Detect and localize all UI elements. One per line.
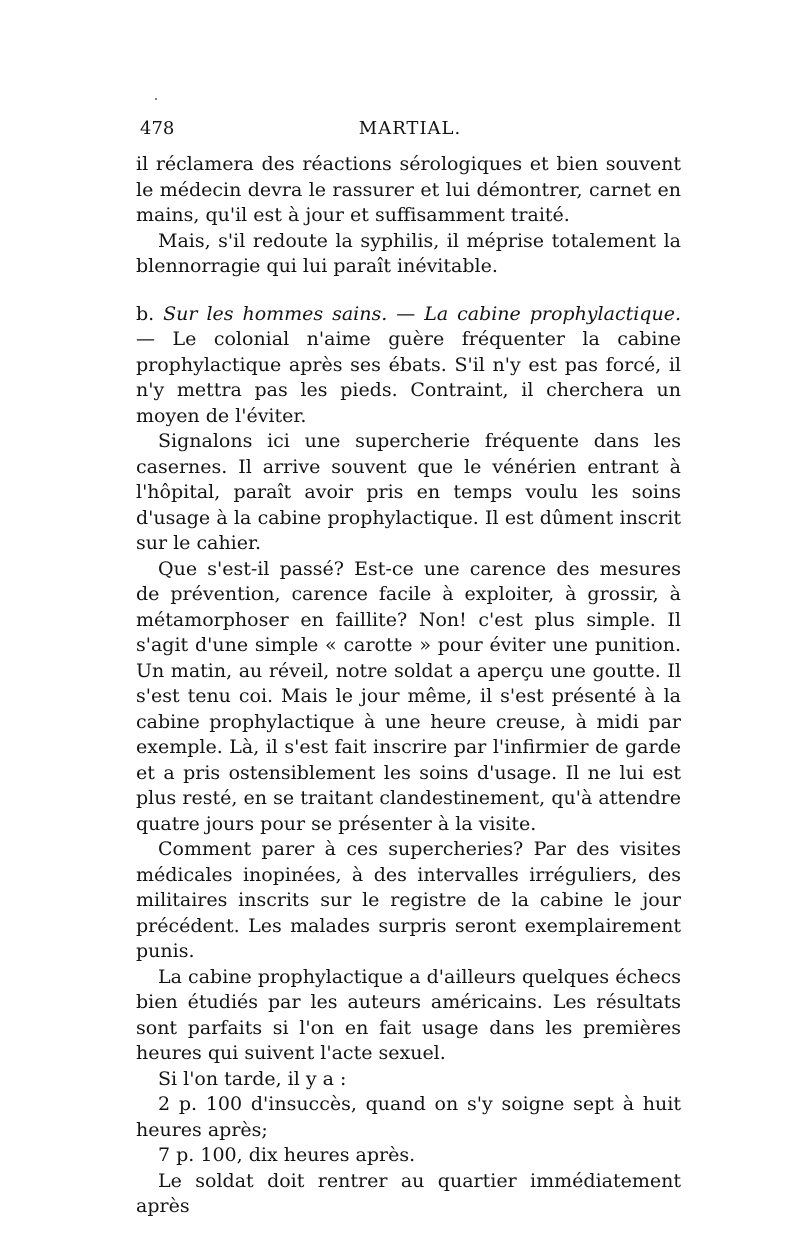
section-b-paragraph <box>136 302 681 430</box>
paragraph: Le soldat doit rentrer au quartier immédiatement après <box>136 1169 681 1217</box>
print-speck <box>155 98 157 100</box>
paragraph: Que s'est-il passé? Est-ce une carence des mesures de prévention, carence facile à exploiter, à grossir, à métamorphoser en faillite? Non! c'est plus simple. Il s'agit d'une simple « carotte » pour éviter une punition. Un matin, au réveil, notre soldat a aperçu une goutte. Il s'est tenu coi. Mais le jour même, il s'est présenté à la cabine prophylactique à une heure creuse, à midi par exemple. Là, il s'est fait inscrire par l'infirmier de garde et a pris ostensiblement les soins d'usage. Il ne lui est plus resté, en se traitant clandestinement, qu'à attendre quatre jours pour se présenter à la visite. <box>136 557 681 835</box>
page-header <box>140 118 680 144</box>
paragraph: Signalons ici une supercherie fréquente dans les casernes. Il arrive souvent que le vénérien entrant à l'hôpital, paraît avoir pris en temps voulu les soins d'usage à la cabine prophylactique. Il est dûment inscrit sur le cahier. <box>136 430 681 554</box>
section-text: Le colonial n'aime guère fréquenter la cabine prophylactique après ses ébats. S'il n'y est pas forcé, il n'y mettra pas les pieds. Contraint, il cherchera un moyen de l'éviter. <box>136 328 681 427</box>
page-body <box>136 152 681 1220</box>
paragraph: La cabine prophylactique a d'ailleurs quelques échecs bien étudiés par les auteurs américains. Les résultats sont parfaits si l'on en fait usage dans les premières heures qui suivent l'acte sexuel. <box>136 965 681 1064</box>
paragraph: Si l'on tarde, il y a : <box>158 1067 347 1090</box>
title-separator: — <box>136 328 173 350</box>
section-title-a: Sur les hommes sains. <box>163 302 388 325</box>
title-separator: — <box>387 302 425 325</box>
section-title-b: La cabine prophylactique. <box>424 302 681 325</box>
paragraph: 7 p. 100, dix heures après. <box>158 1144 416 1166</box>
page-number: 478 <box>140 118 175 139</box>
paragraph: Mais, s'il redoute la syphilis, il méprise totalement la blennorragie qui lui paraît inévitable. <box>136 229 681 277</box>
running-head: MARTIAL. <box>358 118 462 139</box>
paragraph: Comment parer à ces supercheries? Par des visites médicales inopinées, à des intervalles irréguliers, des militaires inscrits sur le registre de la cabine le jour précédent. Les malades surpris seront exemplairement punis. <box>136 838 681 962</box>
section-label: b. <box>136 302 155 325</box>
paragraph: il réclamera des réactions sérologiques et bien souvent le médecin devra le rassurer et lui démontrer, carnet en mains, qu'il est à jour et suffisamment traité. <box>136 153 681 226</box>
paragraph: 2 p. 100 d'insuccès, quand on s'y soigne sept à huit heures après; <box>136 1093 681 1141</box>
